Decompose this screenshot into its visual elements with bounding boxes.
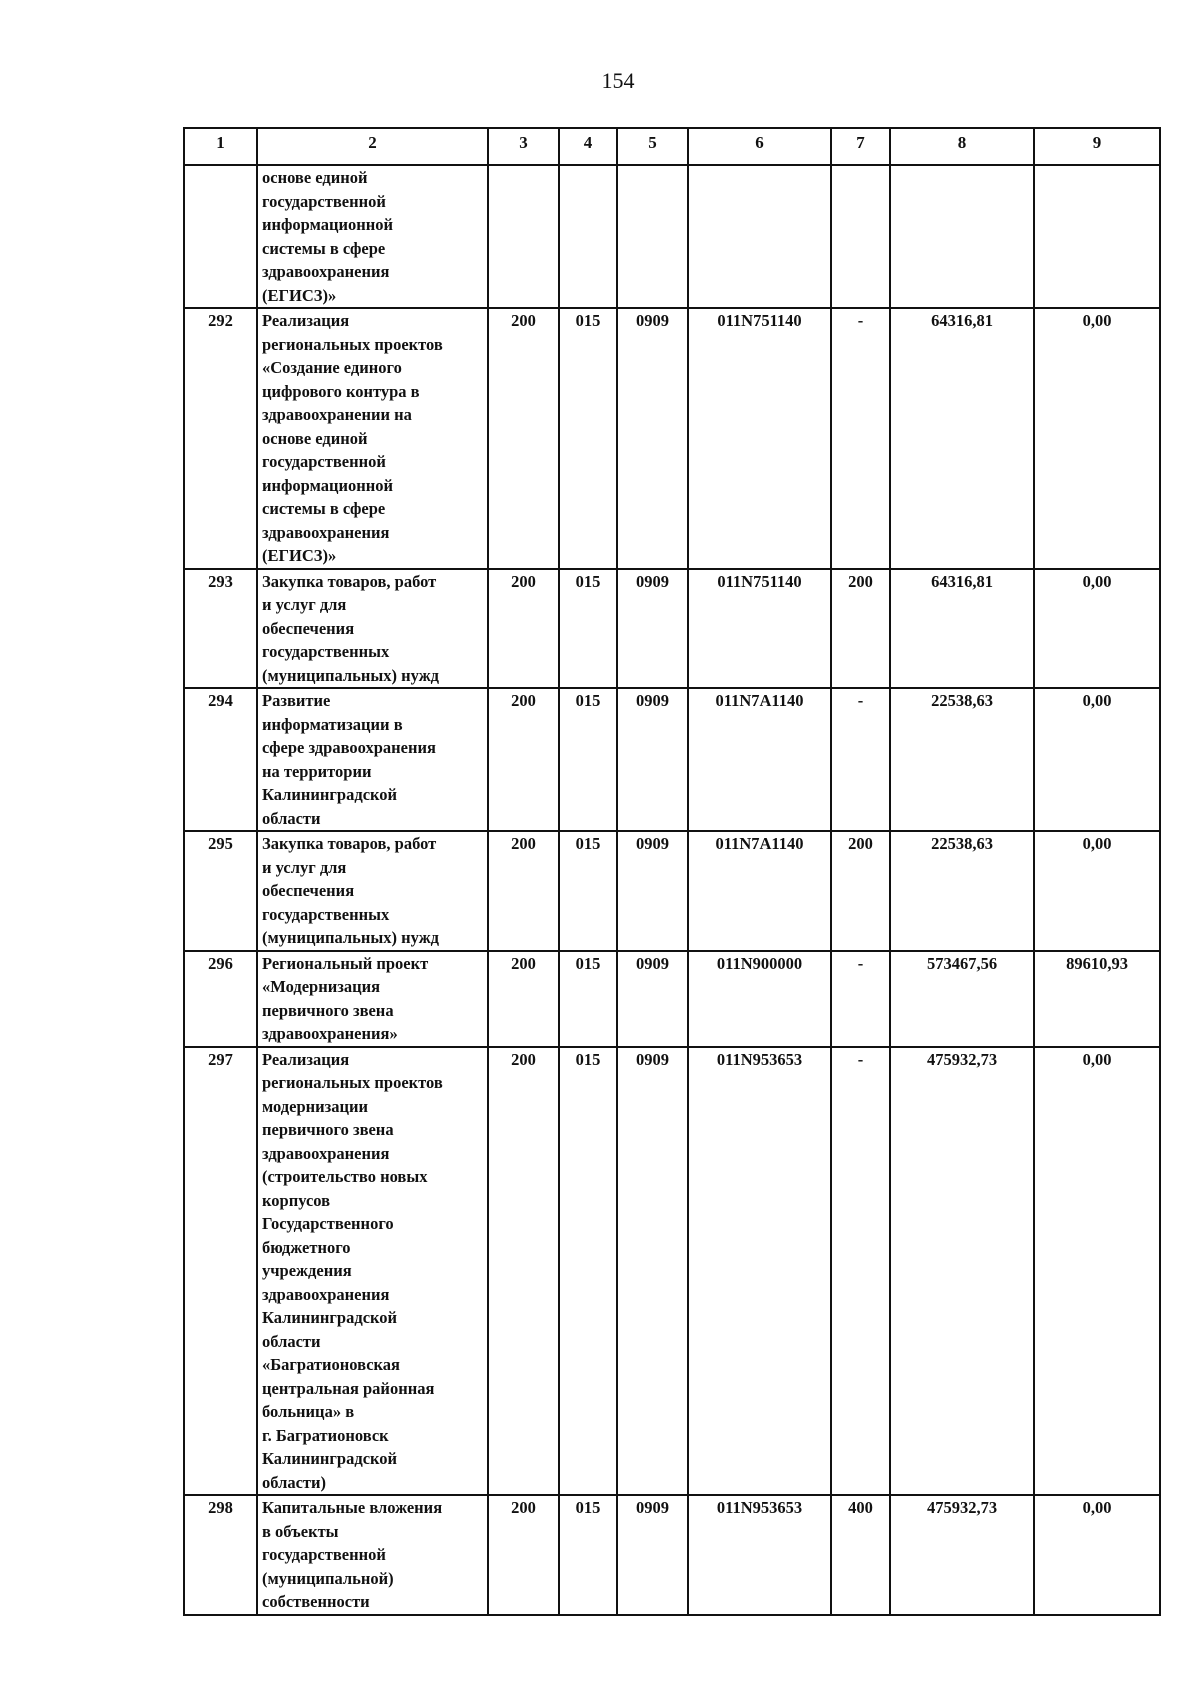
row-amount-8: 573467,56 [890,951,1034,1047]
table-row [184,951,1160,1047]
row-code-7: - [831,688,890,831]
row-amount-8: 475932,73 [890,1495,1034,1615]
row-code-5: 0909 [617,688,688,831]
row-code-3: 200 [488,831,559,951]
row-number: 298 [184,1495,257,1615]
column-header-8: 8 [890,128,1034,165]
page-number: 154 [601,68,635,93]
table-row [184,688,1160,831]
column-header-5: 5 [617,128,688,165]
row-amount-9: 0,00 [1034,831,1160,951]
row-code-3: 200 [488,1047,559,1496]
row-number: 297 [184,1047,257,1496]
table-row [184,165,1160,308]
row-amount-9 [1034,165,1160,308]
row-amount-9: 0,00 [1034,1047,1160,1496]
row-code-6: 011N751140 [688,308,831,569]
row-number: 293 [184,569,257,689]
row-code-6 [688,165,831,308]
row-number [184,165,257,308]
table-row [184,1495,1160,1615]
column-header-3: 3 [488,128,559,165]
row-number: 296 [184,951,257,1047]
row-code-3: 200 [488,1495,559,1615]
row-code-4: 015 [559,1047,617,1496]
row-name: Реализация региональных проектов «Создание единого цифрового контура в здравоохранении на основе единой государственной информационной системы в сфере здравоохранения (ЕГИСЗ)» [257,308,488,569]
row-name: основе единой государственной информационной системы в сфере здравоохранения (ЕГИСЗ)» [257,165,488,308]
row-amount-8: 22538,63 [890,688,1034,831]
row-name: Капитальные вложения в объекты государственной (муниципальной) собственности [257,1495,488,1615]
column-header-9: 9 [1034,128,1160,165]
row-code-3: 200 [488,569,559,689]
row-code-3: 200 [488,951,559,1047]
row-code-5: 0909 [617,1495,688,1615]
table-row [184,831,1160,951]
row-code-7: - [831,1047,890,1496]
row-code-6: 011N751140 [688,569,831,689]
row-amount-9: 0,00 [1034,1495,1160,1615]
table-row [184,1047,1160,1496]
column-header-7: 7 [831,128,890,165]
row-code-6: 011N953653 [688,1047,831,1496]
row-code-7: 400 [831,1495,890,1615]
row-code-5: 0909 [617,569,688,689]
row-name: Реализация региональных проектов модернизации первичного звена здравоохранения (строительство новых корпусов Государственного бюджетного учреждения здравоохранения Калининградской области «Багратионовская центральная районная больница» в г. Багратионовск Калининградской области) [257,1047,488,1496]
row-amount-9: 0,00 [1034,308,1160,569]
row-code-7: - [831,308,890,569]
row-number: 294 [184,688,257,831]
row-code-4: 015 [559,569,617,689]
row-code-7: 200 [831,569,890,689]
row-number: 292 [184,308,257,569]
row-code-3: 200 [488,308,559,569]
row-code-4 [559,165,617,308]
row-name: Региональный проект «Модернизация первичного звена здравоохранения» [257,951,488,1047]
column-header-1: 1 [184,128,257,165]
row-code-6: 011N7A1140 [688,831,831,951]
row-code-3 [488,165,559,308]
row-code-7: 200 [831,831,890,951]
row-code-4: 015 [559,308,617,569]
row-code-5: 0909 [617,831,688,951]
row-name: Развитие информатизации в сфере здравоохранения на территории Калининградской области [257,688,488,831]
row-code-4: 015 [559,688,617,831]
row-code-5: 0909 [617,1047,688,1496]
column-header-2: 2 [257,128,488,165]
row-amount-8: 475932,73 [890,1047,1034,1496]
row-code-5: 0909 [617,951,688,1047]
row-code-6: 011N900000 [688,951,831,1047]
row-amount-9: 0,00 [1034,569,1160,689]
row-amount-8: 64316,81 [890,569,1034,689]
row-code-6: 011N953653 [688,1495,831,1615]
column-header-4: 4 [559,128,617,165]
row-number: 295 [184,831,257,951]
row-code-5 [617,165,688,308]
row-amount-8: 64316,81 [890,308,1034,569]
table-row [184,569,1160,689]
row-name: Закупка товаров, работ и услуг для обеспечения государственных (муниципальных) нужд [257,569,488,689]
row-code-6: 011N7A1140 [688,688,831,831]
row-code-5: 0909 [617,308,688,569]
row-amount-9: 89610,93 [1034,951,1160,1047]
row-code-4: 015 [559,951,617,1047]
row-name: Закупка товаров, работ и услуг для обеспечения государственных (муниципальных) нужд [257,831,488,951]
row-code-3: 200 [488,688,559,831]
row-amount-8: 22538,63 [890,831,1034,951]
row-code-4: 015 [559,831,617,951]
budget-table [183,127,1161,1616]
row-code-7 [831,165,890,308]
table-row [184,308,1160,569]
row-amount-8 [890,165,1034,308]
column-header-6: 6 [688,128,831,165]
row-amount-9: 0,00 [1034,688,1160,831]
row-code-4: 015 [559,1495,617,1615]
table-header-row [184,128,1160,165]
row-code-7: - [831,951,890,1047]
